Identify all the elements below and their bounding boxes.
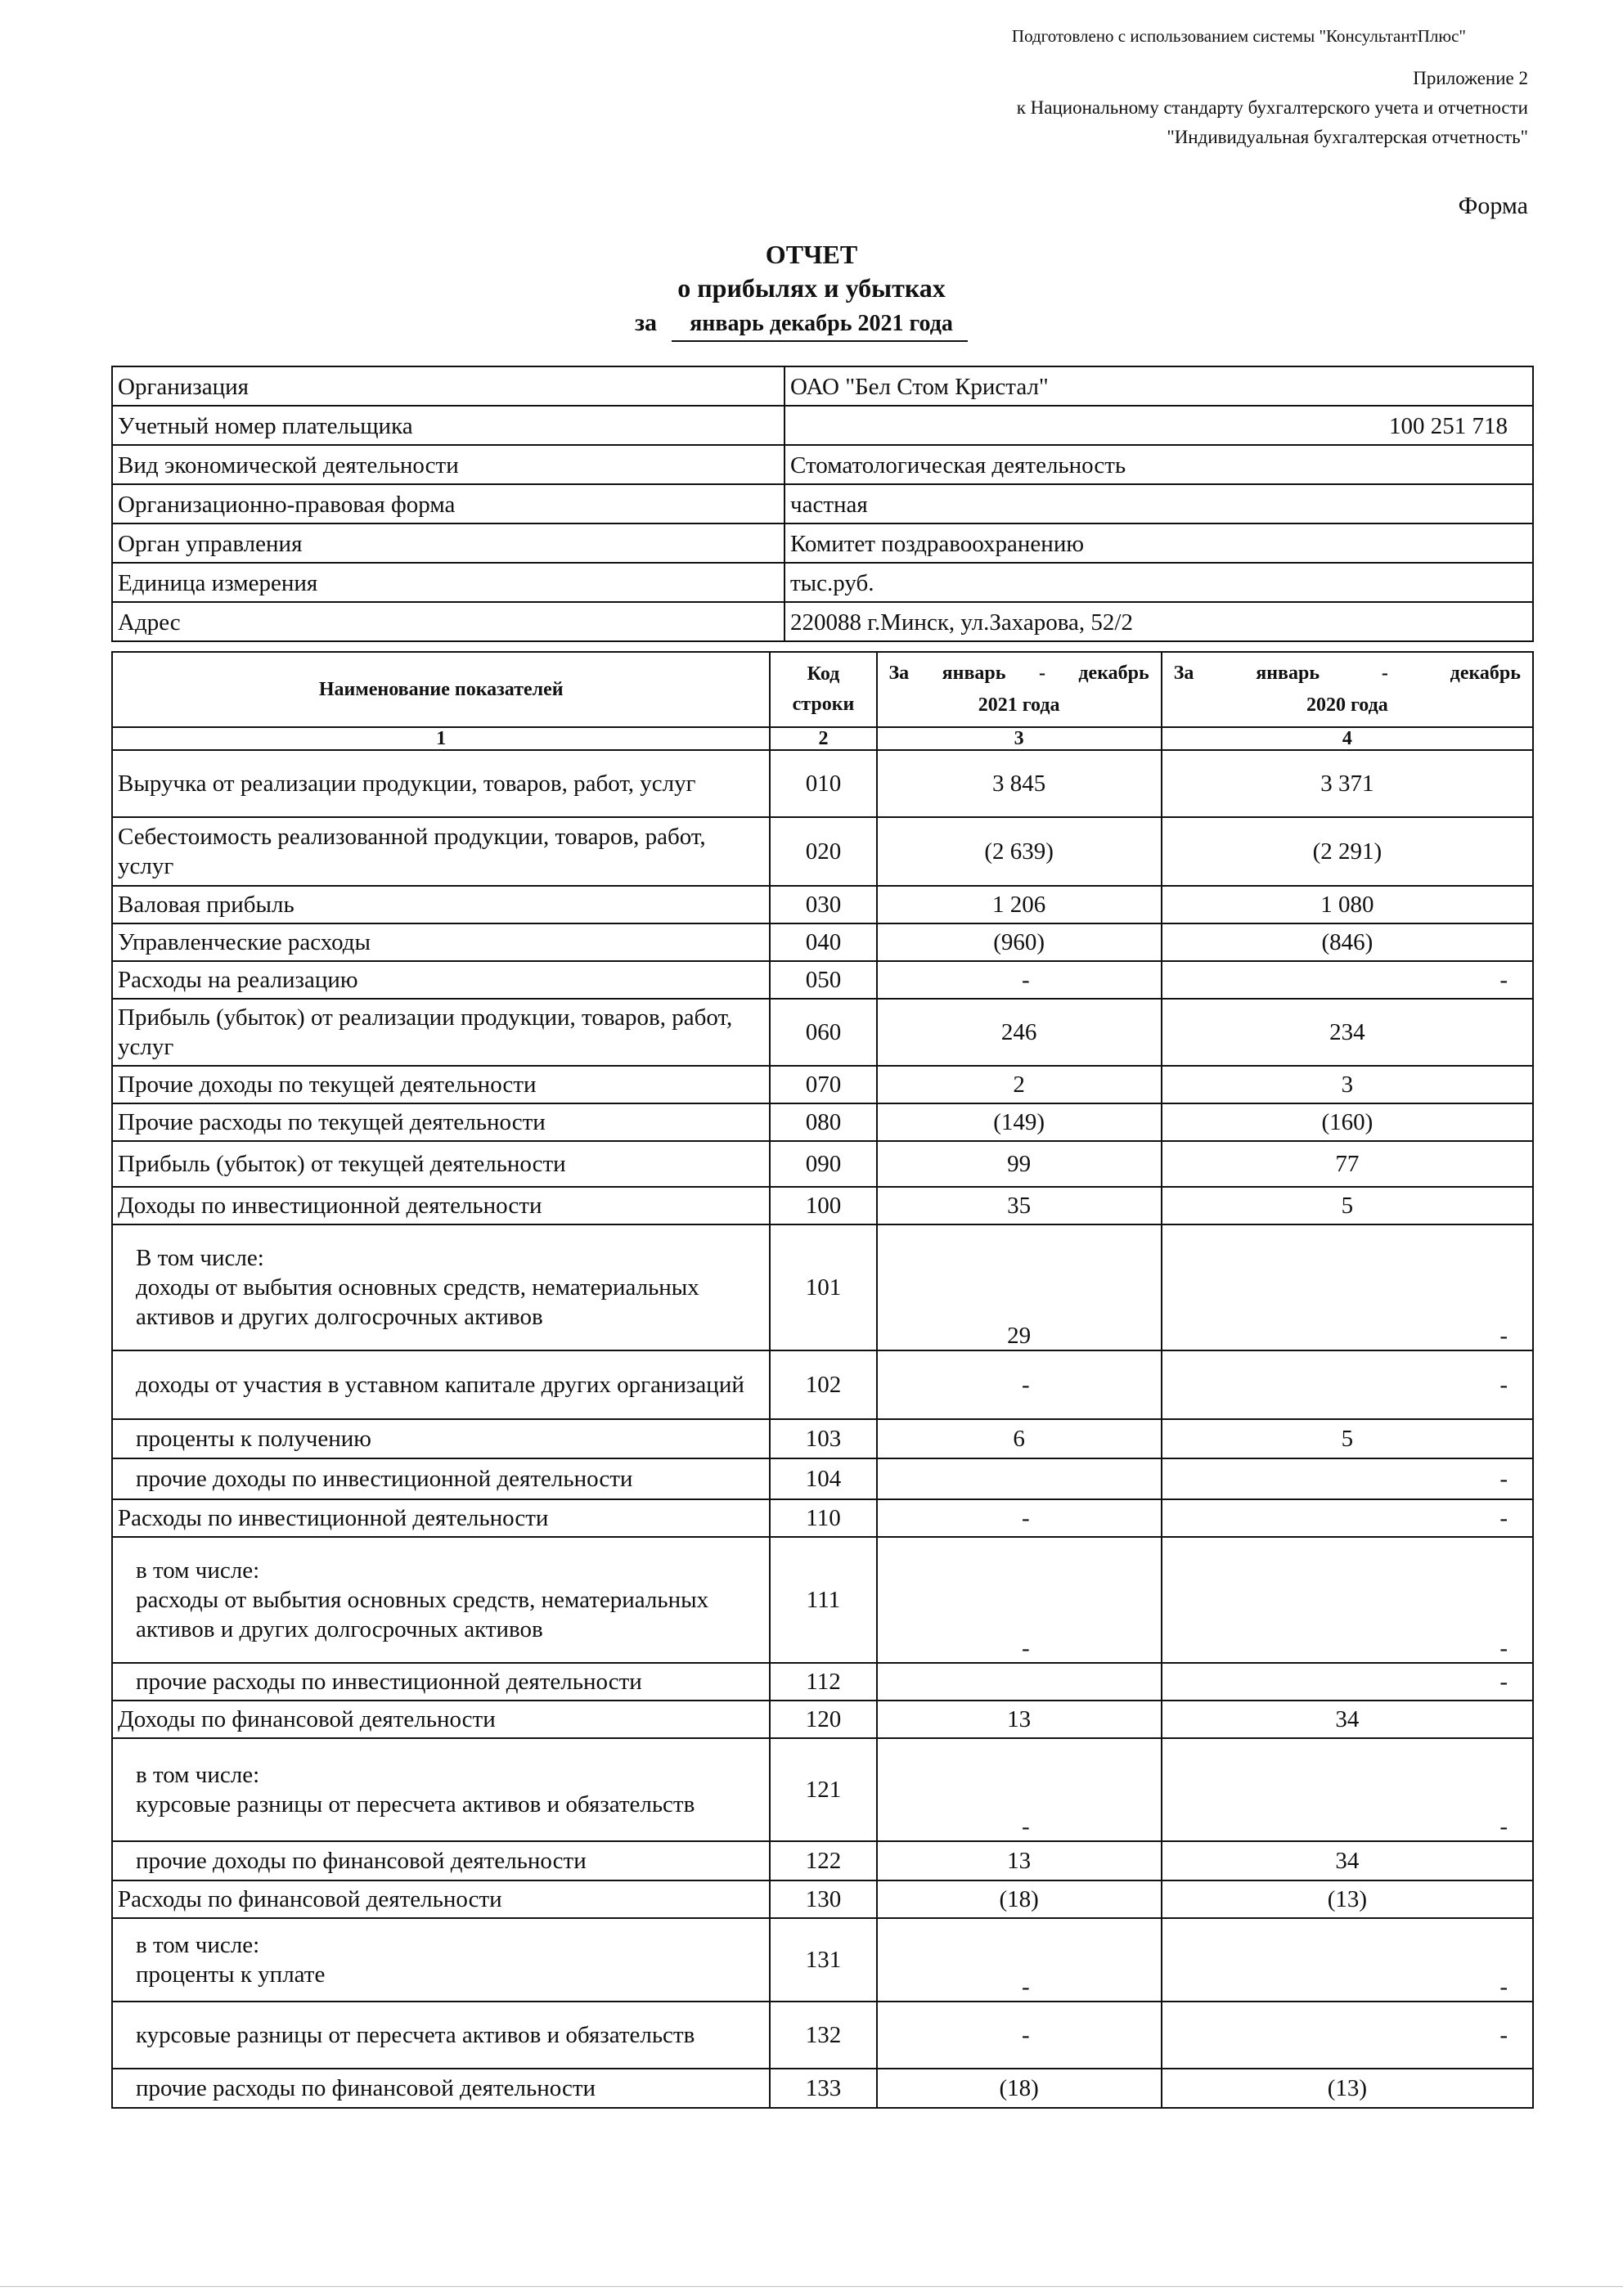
row-name-text: прочие расходы по финансовой деятельности bbox=[136, 2075, 596, 2101]
value-previous: - bbox=[1162, 1224, 1533, 1350]
header-name: Наименование показателей bbox=[112, 652, 770, 727]
row-name bbox=[112, 1738, 770, 1841]
table-row bbox=[112, 999, 1533, 1066]
row-name bbox=[112, 1103, 770, 1141]
column-number-row bbox=[112, 727, 1533, 750]
table-row bbox=[112, 750, 1533, 817]
row-name bbox=[112, 1537, 770, 1663]
value-previous: 34 bbox=[1162, 1841, 1533, 1880]
value-previous: (13) bbox=[1162, 1880, 1533, 1918]
column-number: 1 bbox=[112, 727, 770, 750]
table-row bbox=[112, 1701, 1533, 1738]
row-name bbox=[112, 1350, 770, 1419]
row-code: 122 bbox=[770, 1841, 876, 1880]
row-name bbox=[112, 2069, 770, 2108]
table-row bbox=[112, 1918, 1533, 2002]
table-row bbox=[112, 1841, 1533, 1880]
header-year: 2021 года bbox=[978, 694, 1060, 716]
table-row bbox=[112, 1141, 1533, 1187]
value-current: 29 bbox=[877, 1224, 1162, 1350]
column-number: 4 bbox=[1162, 727, 1533, 750]
value-previous: - bbox=[1162, 1738, 1533, 1841]
header-word: декабрь bbox=[1450, 663, 1521, 684]
row-name-prefix: в том числе: bbox=[136, 1557, 260, 1584]
header-code bbox=[770, 652, 876, 727]
row-name-text: Расходы на реализацию bbox=[118, 967, 358, 993]
row-name bbox=[112, 1187, 770, 1224]
info-row bbox=[112, 523, 1533, 563]
value-previous: 77 bbox=[1162, 1141, 1533, 1187]
report-title bbox=[0, 237, 1623, 304]
row-code: 090 bbox=[770, 1141, 876, 1187]
value-previous: (2 291) bbox=[1162, 817, 1533, 886]
row-name-text: Прибыль (убыток) от реализации продукции, товаров, работ, услуг bbox=[118, 1004, 733, 1060]
value-current: - bbox=[877, 1918, 1162, 2002]
row-code: 131 bbox=[770, 1918, 876, 2002]
row-name bbox=[112, 961, 770, 999]
row-name-text: прочие доходы по инвестиционной деятельности bbox=[136, 1466, 633, 1492]
prepared-note: Подготовлено с использованием системы "КонсультантПлюс" bbox=[1011, 26, 1466, 46]
row-name bbox=[112, 1066, 770, 1103]
value-current: (18) bbox=[877, 1880, 1162, 1918]
row-name-text: Доходы по финансовой деятельности bbox=[118, 1706, 496, 1732]
row-name-text: доходы от выбытия основных средств, нематериальных активов и других долгосрочных активов bbox=[136, 1274, 699, 1330]
column-number: 3 bbox=[877, 727, 1162, 750]
row-name bbox=[112, 923, 770, 961]
row-code: 030 bbox=[770, 886, 876, 923]
row-code: 080 bbox=[770, 1103, 876, 1141]
header-word: За bbox=[888, 663, 910, 684]
value-previous: 234 bbox=[1162, 999, 1533, 1066]
table-row bbox=[112, 1224, 1533, 1350]
table-row bbox=[112, 2069, 1533, 2108]
table-row bbox=[112, 1663, 1533, 1701]
row-code: 060 bbox=[770, 999, 876, 1066]
info-row bbox=[112, 366, 1533, 406]
header-word: - bbox=[1381, 663, 1388, 684]
table-row bbox=[112, 1499, 1533, 1537]
value-current: 13 bbox=[877, 1701, 1162, 1738]
value-previous: 3 371 bbox=[1162, 750, 1533, 817]
row-name bbox=[112, 1419, 770, 1458]
value-previous: 3 bbox=[1162, 1066, 1533, 1103]
value-previous: - bbox=[1162, 1499, 1533, 1537]
info-value: 100 251 718 bbox=[785, 406, 1533, 445]
row-code: 130 bbox=[770, 1880, 876, 1918]
row-name-text: проценты к уплате bbox=[136, 1961, 326, 1988]
value-current: (2 639) bbox=[877, 817, 1162, 886]
value-current: 35 bbox=[877, 1187, 1162, 1224]
value-previous: 34 bbox=[1162, 1701, 1533, 1738]
row-name-text: Прибыль (убыток) от текущей деятельности bbox=[118, 1151, 566, 1177]
header-word: январь bbox=[1256, 663, 1320, 684]
value-current: 6 bbox=[877, 1419, 1162, 1458]
organization-info-table bbox=[111, 366, 1534, 642]
value-previous: - bbox=[1162, 961, 1533, 999]
period-value: январь декабрь 2021 года bbox=[672, 311, 968, 342]
table-row bbox=[112, 1419, 1533, 1458]
header-word: декабрь bbox=[1078, 663, 1149, 684]
table-row bbox=[112, 1066, 1533, 1103]
row-name-text: прочие расходы по инвестиционной деятельности bbox=[136, 1669, 642, 1695]
row-name-text: Прочие доходы по текущей деятельности bbox=[118, 1072, 537, 1098]
row-name bbox=[112, 1701, 770, 1738]
value-previous: (846) bbox=[1162, 923, 1533, 961]
value-previous: - bbox=[1162, 1918, 1533, 2002]
value-previous: - bbox=[1162, 1458, 1533, 1499]
value-previous: 5 bbox=[1162, 1187, 1533, 1224]
row-name-text: доходы от участия в уставном капитале других организаций bbox=[136, 1372, 744, 1398]
value-current: - bbox=[877, 1537, 1162, 1663]
row-name-text: проценты к получению bbox=[136, 1426, 371, 1452]
value-current: - bbox=[877, 1738, 1162, 1841]
info-label: Адрес bbox=[112, 602, 785, 641]
value-previous: - bbox=[1162, 1663, 1533, 1701]
table-row bbox=[112, 1537, 1533, 1663]
row-code: 110 bbox=[770, 1499, 876, 1537]
row-name-text: Себестоимость реализованной продукции, товаров, работ, услуг bbox=[118, 824, 706, 879]
row-code: 121 bbox=[770, 1738, 876, 1841]
row-code: 104 bbox=[770, 1458, 876, 1499]
value-current: 1 206 bbox=[877, 886, 1162, 923]
table-row bbox=[112, 817, 1533, 886]
value-previous: - bbox=[1162, 1350, 1533, 1419]
info-row bbox=[112, 563, 1533, 602]
info-value: тыс.руб. bbox=[785, 563, 1533, 602]
header-current-period bbox=[877, 652, 1162, 727]
appendix-line: "Индивидуальная бухгалтерская отчетность" bbox=[1167, 127, 1528, 147]
row-code: 101 bbox=[770, 1224, 876, 1350]
info-label: Вид экономической деятельности bbox=[112, 445, 785, 484]
info-label: Организация bbox=[112, 366, 785, 406]
table-row bbox=[112, 1103, 1533, 1141]
row-code: 100 bbox=[770, 1187, 876, 1224]
info-value: Стоматологическая деятельность bbox=[785, 445, 1533, 484]
table-row bbox=[112, 961, 1533, 999]
row-name-prefix: в том числе: bbox=[136, 1932, 260, 1958]
header-year: 2020 года bbox=[1306, 694, 1388, 716]
row-name-text: Управленческие расходы bbox=[118, 929, 371, 955]
info-label: Единица измерения bbox=[112, 563, 785, 602]
row-name-text: Выручка от реализации продукции, товаров, работ, услуг bbox=[118, 771, 696, 797]
info-label: Организационно-правовая форма bbox=[112, 484, 785, 523]
period-prefix: за bbox=[635, 309, 658, 336]
row-name-prefix: в том числе: bbox=[136, 1762, 260, 1788]
row-code: 010 bbox=[770, 750, 876, 817]
row-name bbox=[112, 750, 770, 817]
value-current: - bbox=[877, 961, 1162, 999]
table-row bbox=[112, 2002, 1533, 2069]
table-row bbox=[112, 1880, 1533, 1918]
value-previous: (160) bbox=[1162, 1103, 1533, 1141]
value-current bbox=[877, 1663, 1162, 1701]
value-current: 246 bbox=[877, 999, 1162, 1066]
header-word: За bbox=[1173, 663, 1194, 684]
value-current: (18) bbox=[877, 2069, 1162, 2108]
info-row bbox=[112, 406, 1533, 445]
header-word: январь bbox=[942, 663, 1006, 684]
header-row bbox=[112, 652, 1533, 727]
row-name-text: Доходы по инвестиционной деятельности bbox=[118, 1193, 542, 1219]
row-code: 050 bbox=[770, 961, 876, 999]
value-current: 99 bbox=[877, 1141, 1162, 1187]
header-code-line: Код bbox=[807, 663, 840, 685]
row-code: 103 bbox=[770, 1419, 876, 1458]
page-edge-line bbox=[0, 2286, 1623, 2287]
row-code: 133 bbox=[770, 2069, 876, 2108]
value-previous: 1 080 bbox=[1162, 886, 1533, 923]
info-row bbox=[112, 484, 1533, 523]
value-current: (149) bbox=[877, 1103, 1162, 1141]
row-name-text: расходы от выбытия основных средств, нематериальных активов и других долгосрочных активов bbox=[136, 1587, 709, 1642]
row-name-text: прочие доходы по финансовой деятельности bbox=[136, 1848, 587, 1874]
value-previous: - bbox=[1162, 2002, 1533, 2069]
row-name bbox=[112, 1224, 770, 1350]
row-name-text: курсовые разницы от пересчета активов и обязательств bbox=[136, 2022, 695, 2048]
row-code: 132 bbox=[770, 2002, 876, 2069]
appendix-note bbox=[1017, 64, 1528, 152]
row-name-text: курсовые разницы от пересчета активов и обязательств bbox=[136, 1791, 695, 1817]
row-name bbox=[112, 1663, 770, 1701]
row-code: 020 bbox=[770, 817, 876, 886]
header-period-line bbox=[1167, 663, 1527, 685]
row-name bbox=[112, 886, 770, 923]
row-name-text: Валовая прибыль bbox=[118, 892, 294, 918]
table-row bbox=[112, 1350, 1533, 1419]
value-previous: 5 bbox=[1162, 1419, 1533, 1458]
info-label: Учетный номер плательщика bbox=[112, 406, 785, 445]
row-name bbox=[112, 1458, 770, 1499]
row-name-text: Расходы по инвестиционной деятельности bbox=[118, 1505, 549, 1531]
value-current: 2 bbox=[877, 1066, 1162, 1103]
form-label: Форма bbox=[1458, 192, 1528, 219]
row-name bbox=[112, 817, 770, 886]
header-code-line: строки bbox=[792, 694, 855, 715]
row-name bbox=[112, 2002, 770, 2069]
row-code: 112 bbox=[770, 1663, 876, 1701]
value-current: - bbox=[877, 1499, 1162, 1537]
value-current: - bbox=[877, 2002, 1162, 2069]
info-value: Комитет поздравоохранению bbox=[785, 523, 1533, 563]
value-current: 13 bbox=[877, 1841, 1162, 1880]
value-current: (960) bbox=[877, 923, 1162, 961]
info-row bbox=[112, 445, 1533, 484]
table-row bbox=[112, 1458, 1533, 1499]
row-code: 120 bbox=[770, 1701, 876, 1738]
row-name bbox=[112, 1499, 770, 1537]
row-code: 111 bbox=[770, 1537, 876, 1663]
info-value: 220088 г.Минск, ул.Захарова, 52/2 bbox=[785, 602, 1533, 641]
row-name bbox=[112, 1918, 770, 2002]
column-number: 2 bbox=[770, 727, 876, 750]
row-name-text: Расходы по финансовой деятельности bbox=[118, 1886, 502, 1912]
value-current bbox=[877, 1458, 1162, 1499]
table-row bbox=[112, 1187, 1533, 1224]
header-period-line bbox=[883, 663, 1156, 685]
value-current: - bbox=[877, 1350, 1162, 1419]
table-row bbox=[112, 886, 1533, 923]
info-row bbox=[112, 602, 1533, 641]
row-name-text: Прочие расходы по текущей деятельности bbox=[118, 1109, 546, 1135]
title-sub: о прибылях и убытках bbox=[677, 273, 946, 303]
appendix-line: к Национальному стандарту бухгалтерского учета и отчетности bbox=[1016, 97, 1528, 118]
table-row bbox=[112, 1738, 1533, 1841]
row-name bbox=[112, 1141, 770, 1187]
table-row bbox=[112, 923, 1533, 961]
table-body bbox=[112, 750, 1533, 2108]
row-name bbox=[112, 1880, 770, 1918]
header-word: - bbox=[1038, 663, 1045, 684]
info-label: Орган управления bbox=[112, 523, 785, 563]
row-code: 040 bbox=[770, 923, 876, 961]
title-main: ОТЧЕТ bbox=[765, 240, 858, 269]
row-name bbox=[112, 999, 770, 1066]
report-period bbox=[635, 309, 968, 342]
row-name bbox=[112, 1841, 770, 1880]
value-previous: (13) bbox=[1162, 2069, 1533, 2108]
row-code: 102 bbox=[770, 1350, 876, 1419]
row-name-prefix: В том числе: bbox=[136, 1245, 264, 1271]
row-code: 070 bbox=[770, 1066, 876, 1103]
header-previous-period bbox=[1162, 652, 1533, 727]
value-previous: - bbox=[1162, 1537, 1533, 1663]
value-current: 3 845 bbox=[877, 750, 1162, 817]
profit-loss-table bbox=[111, 651, 1534, 2109]
appendix-line: Приложение 2 bbox=[1413, 68, 1528, 88]
info-value: частная bbox=[785, 484, 1533, 523]
info-value: ОАО "Бел Стом Кристал" bbox=[785, 366, 1533, 406]
